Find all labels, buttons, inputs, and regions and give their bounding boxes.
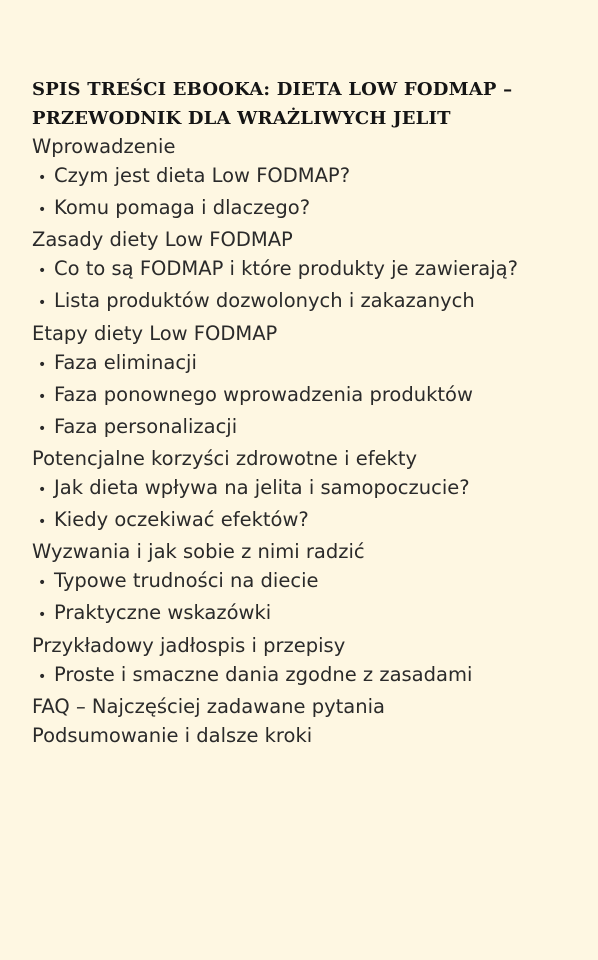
toc-entry — [32, 537, 518, 566]
toc-subentry-text: Lista produktów dozwolonych i zakazanych — [54, 289, 475, 313]
bullet-icon: • — [38, 514, 47, 531]
toc-subentry-text: Komu pomaga i dlaczego? — [54, 196, 311, 220]
toc-entry-text: Podsumowanie i dalsze kroki — [32, 723, 313, 747]
bullet-icon: • — [38, 263, 47, 280]
toc-subentry-text: Kiedy oczekiwać efektów? — [54, 508, 309, 532]
toc-entry-text: Przykładowy jadłospis i przepisy — [32, 633, 346, 657]
bullet-icon: • — [38, 607, 47, 624]
bullet-icon: • — [38, 420, 47, 437]
toc-subentry — [32, 380, 518, 412]
toc-entry-text: Potencjalne korzyści zdrowotne i efekty — [32, 446, 418, 470]
page-title: SPIS TREŚCI EBOOKA: DIETA LOW FODMAP – PRZEWODNIK DLA WRAŻLIWYCH JELIT — [32, 79, 513, 129]
bullet-icon: • — [38, 295, 47, 312]
toc-subentry — [32, 286, 518, 318]
toc-subentry — [32, 348, 518, 380]
bullet-icon: • — [38, 482, 47, 499]
toc-entry — [32, 692, 518, 721]
table-of-contents — [32, 132, 518, 750]
bullet-icon: • — [38, 356, 47, 373]
toc-entry-text: Wprowadzenie — [32, 135, 176, 158]
toc-entry-text: Wyzwania i jak sobie z nimi radzić — [32, 540, 365, 564]
bullet-icon: • — [38, 170, 47, 187]
toc-subentry — [32, 505, 518, 537]
toc-subentry — [32, 412, 518, 444]
toc-entry — [32, 444, 518, 473]
toc-subentry-text: Jak dieta wpływa na jelita i samopoczucie? — [54, 476, 470, 500]
toc-entry — [32, 132, 518, 161]
toc-subentry — [32, 598, 518, 630]
toc-subentry-text: Czym jest dieta Low FODMAP? — [54, 164, 351, 188]
toc-subentry-text: Typowe trudności na diecie — [54, 569, 319, 593]
toc-subentry-text: Co to są FODMAP i które produkty je zawierają? — [54, 257, 518, 281]
toc-subentry — [32, 473, 518, 505]
toc-subentry-text: Faza personalizacji — [54, 414, 238, 438]
bullet-icon: • — [38, 668, 47, 685]
toc-subentry — [32, 161, 518, 193]
toc-entry — [32, 631, 518, 660]
toc-entry-text: Etapy diety Low FODMAP — [32, 321, 278, 345]
toc-subentry — [32, 193, 518, 225]
toc-subentry-text: Proste i smaczne dania zgodne z zasadami — [54, 662, 473, 686]
toc-entry-text: Zasady diety Low FODMAP — [32, 228, 293, 252]
toc-subentry — [32, 660, 518, 692]
toc-subentry-text: Praktyczne wskazówki — [54, 601, 272, 625]
toc-subentry-text: Faza eliminacji — [54, 350, 197, 374]
bullet-icon: • — [38, 575, 47, 592]
toc-subentry — [32, 254, 518, 286]
toc-entry — [32, 721, 518, 750]
bullet-icon: • — [38, 202, 47, 219]
toc-entry — [32, 225, 518, 254]
toc-entry-text: FAQ – Najczęściej zadawane pytania — [32, 694, 385, 718]
toc-subentry — [32, 566, 518, 598]
bullet-icon: • — [38, 388, 47, 405]
toc-subentry-text: Faza ponownego wprowadzenia produktów — [54, 382, 473, 406]
toc-entry — [32, 319, 518, 348]
